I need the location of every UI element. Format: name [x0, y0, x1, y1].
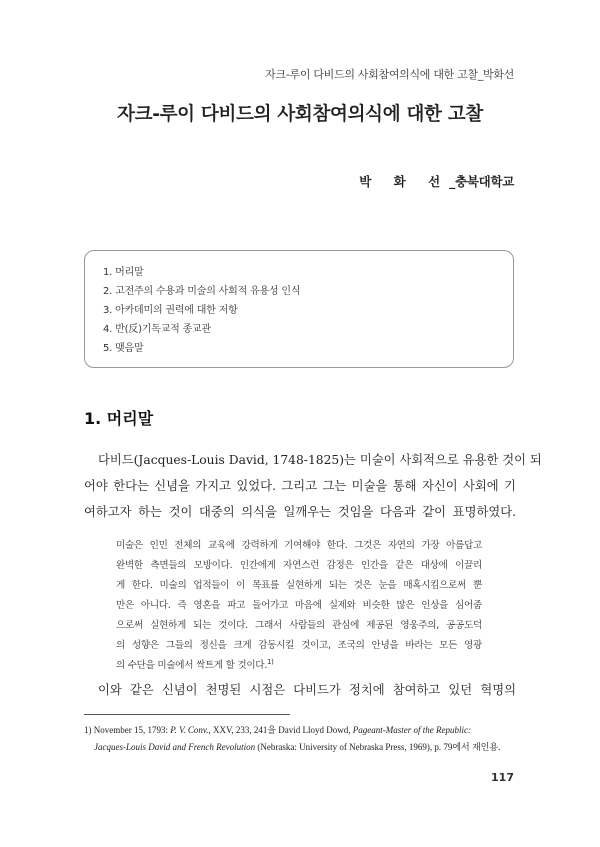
- footnote-text: 1) November 15, 1793:: [84, 725, 171, 735]
- quote-line: 완벽한 측면들의 모방이다. 인간에게 자연스런 감정은 인간을 같은 대상에 이끌리: [116, 560, 482, 571]
- running-header: 자크-루이 다비드의 사회참여의식에 대한 고찰_박화선: [265, 68, 514, 81]
- toc-item: 5. 맺음말: [103, 343, 144, 354]
- quote-line: 의 수단을 미술에서 싹트게 할 것이다.: [116, 660, 268, 671]
- author-affiliation: _충북대학교: [449, 174, 514, 189]
- toc-item: 2. 고전주의 수용과 미술의 사회적 유용성 인식: [103, 286, 301, 297]
- section-heading: 1. 머리말: [84, 409, 154, 428]
- footnote-line-1: [84, 722, 516, 739]
- paragraph-line: 다비드(Jacques-Louis David, 1748-1825)는 미술이 사회적으로 유용한 것이 되: [98, 453, 542, 467]
- footnote-source-italic: P. V. Conv.: [170, 725, 209, 735]
- body-paragraph-2: [84, 677, 516, 703]
- quote-line: 의 성향은 그들의 정신을 크게 감동시킬 것이고, 조국의 안녕을 바라는 모든 영광: [116, 640, 482, 651]
- quote-line: 만은 아니다. 즉 영혼을 파고 들어가고 마음에 실제와 비슷한 많은 인상을 심어줌: [116, 600, 482, 611]
- quote-line: 으로써 실현하게 되는 것이다. 그래서 사람들의 관심에 제공된 영웅주의, 공공도덕: [116, 620, 482, 631]
- footnote-divider: [84, 714, 290, 715]
- footnote-text: , XXV, 233, 241을 David Lloyd Dowd,: [208, 725, 353, 735]
- footnote-book-subtitle: Jacques-Louis David and French Revolution: [94, 742, 256, 752]
- toc-item: 4. 반(反)기독교적 종교관: [103, 324, 211, 335]
- footnote-book-title: Pageant-Master of the Republic:: [352, 725, 471, 735]
- author-name: 박 화 선: [359, 174, 450, 189]
- paragraph-line: 어야 한다는 신념을 가지고 있었다. 그리고 그는 미술을 통해 자신이 사회에 기: [84, 479, 516, 493]
- block-quote: [116, 536, 482, 676]
- paper-title: 자크-루이 다비드의 사회참여의식에 대한 고찰: [117, 104, 483, 125]
- toc-item: 3. 아카데미의 권력에 대한 저항: [103, 305, 238, 316]
- paragraph-line: 여하고자 하는 것이 대중의 의식을 일깨우는 것임을 다음과 같이 표명하였다.: [84, 505, 516, 519]
- quote-last-line: [116, 656, 482, 676]
- page-number: 117: [491, 771, 514, 784]
- quote-line: 미술은 인민 전체의 교육에 강력하게 기여해야 한다. 그것은 자연의 가장 아름답고: [116, 540, 482, 551]
- footnote: [84, 722, 516, 756]
- footnote-line-2: [84, 739, 516, 756]
- paragraph-line: 이와 같은 신념이 천명된 시점은 다비드가 정치에 참여하고 있던 혁명의: [98, 683, 516, 697]
- table-of-contents: [84, 250, 514, 368]
- quote-line: 게 한다. 미술의 업적들이 이 목표를 실현하게 되는 것은 눈을 매혹시킴으로써 뿐: [116, 580, 482, 591]
- footnote-reference[interactable]: 1): [267, 657, 274, 666]
- body-paragraph-1: [84, 447, 542, 525]
- toc-item: 1. 머리말: [103, 267, 144, 278]
- author-line: [359, 172, 514, 190]
- footnote-text: (Nebraska: University of Nebraska Press, 1969), p. 79에서 재인용.: [255, 742, 501, 752]
